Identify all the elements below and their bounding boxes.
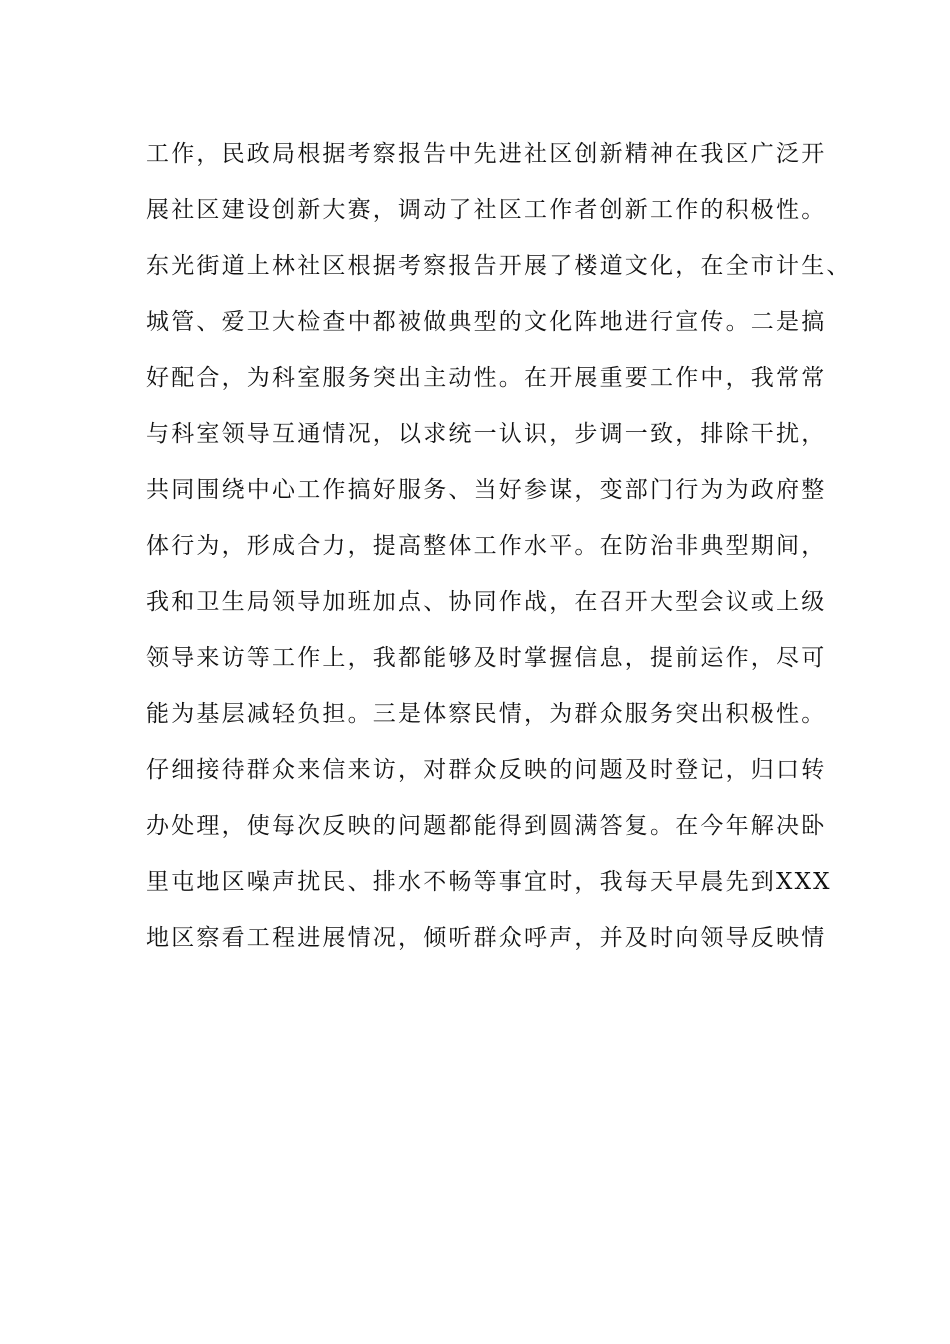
text-line: 地区察看工程进展情况，倾听群众呼声，并及时向领导反映情 — [146, 925, 827, 951]
text-line: 工作，民政局根据考察报告中先进社区创新精神在我区广泛开 — [146, 141, 827, 167]
text-line: 与科室领导互通情况，以求统一认识，步调一致，排除干扰， — [146, 421, 827, 447]
body-text — [146, 131, 852, 971]
text-line: 办处理，使每次反映的问题都能得到圆满答复。在今年解决卧 — [146, 813, 827, 839]
text-line: 仔细接待群众来信来访，对群众反映的问题及时登记，归口转 — [146, 757, 827, 783]
text-line: 展社区建设创新大赛，调动了社区工作者创新工作的积极性。 — [146, 197, 827, 223]
text-line: 共同围绕中心工作搞好服务、当好参谋，变部门行为为政府整 — [146, 477, 827, 503]
text-line: 城管、爱卫大检查中都被做典型的文化阵地进行宣传。二是搞 — [146, 309, 827, 335]
text-line: 东光街道上林社区根据考察报告开展了楼道文化，在全市计生、 — [146, 253, 852, 279]
text-line: 领导来访等工作上，我都能够及时掌握信息，提前运作，尽可 — [146, 645, 827, 671]
text-line: 里屯地区噪声扰民、排水不畅等事宜时，我每天早晨先到XXX — [146, 869, 832, 895]
text-line: 好配合，为科室服务突出主动性。在开展重要工作中，我常常 — [146, 365, 827, 391]
text-line: 能为基层减轻负担。三是体察民情，为群众服务突出积极性。 — [146, 701, 827, 727]
text-line: 体行为，形成合力，提高整体工作水平。在防治非典型期间， — [146, 533, 827, 559]
text-line: 我和卫生局领导加班加点、协同作战，在召开大型会议或上级 — [146, 589, 827, 615]
